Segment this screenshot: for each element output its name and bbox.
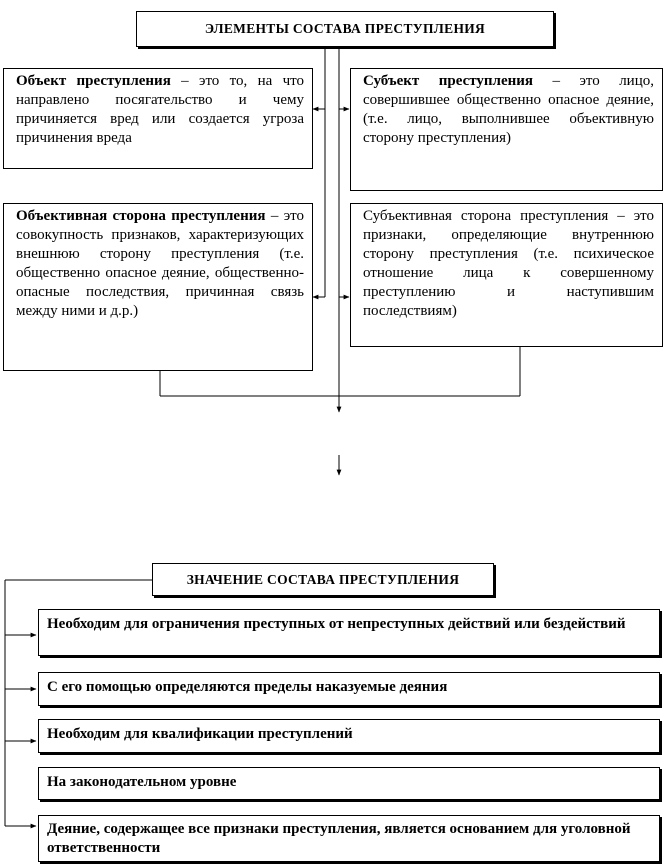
subjective-side-box bbox=[350, 203, 663, 347]
subjective-side-text: Субъективная сторона преступления – это признаки, определяющие внутреннюю сторону преступления (т.е. психическое отношение лица к совершенному преступлению и наступившим последствиям) bbox=[363, 208, 654, 319]
significance-item: На законодательном уровне bbox=[38, 767, 660, 800]
elements-title: ЭЛЕМЕНТЫ СОСТАВА ПРЕСТУПЛЕНИЯ bbox=[136, 11, 554, 47]
significance-item: Необходим для квалификации преступлений bbox=[38, 719, 660, 753]
objective-side-text: – это совокупность признаков, характеризующих внешнюю сторону преступления (т.е. общественно опасное деяние, общественно- опасные последствия, причинная связь между ними и д.р.) bbox=[16, 208, 304, 319]
subject-text: – это лицо, совершившее общественно опасное деяние, (т.е. лицо, выполнившее объективную сторону преступления) bbox=[363, 73, 654, 146]
objective-side-term: Объективная сторона преступления bbox=[16, 208, 266, 224]
object-term: Объект преступления bbox=[16, 73, 171, 89]
significance-item: С его помощью определяются пределы наказуемые деяния bbox=[38, 672, 660, 706]
object-box bbox=[3, 68, 313, 169]
significance-item: Деяние, содержащее все признаки преступления, является основанием для уголовной ответственности bbox=[38, 815, 660, 862]
object-text: – это то, на что направлено посягательство и чему причиняется вред или создается угроза причинения вреда bbox=[16, 73, 304, 146]
subject-box bbox=[350, 68, 663, 191]
subject-term: Субъект преступления bbox=[363, 73, 534, 89]
objective-side-box bbox=[3, 203, 313, 371]
significance-item: Необходим для ограничения преступных от непреступных действий или бездействий bbox=[38, 609, 660, 656]
significance-title: ЗНАЧЕНИЕ СОСТАВА ПРЕСТУПЛЕНИЯ bbox=[152, 563, 494, 596]
